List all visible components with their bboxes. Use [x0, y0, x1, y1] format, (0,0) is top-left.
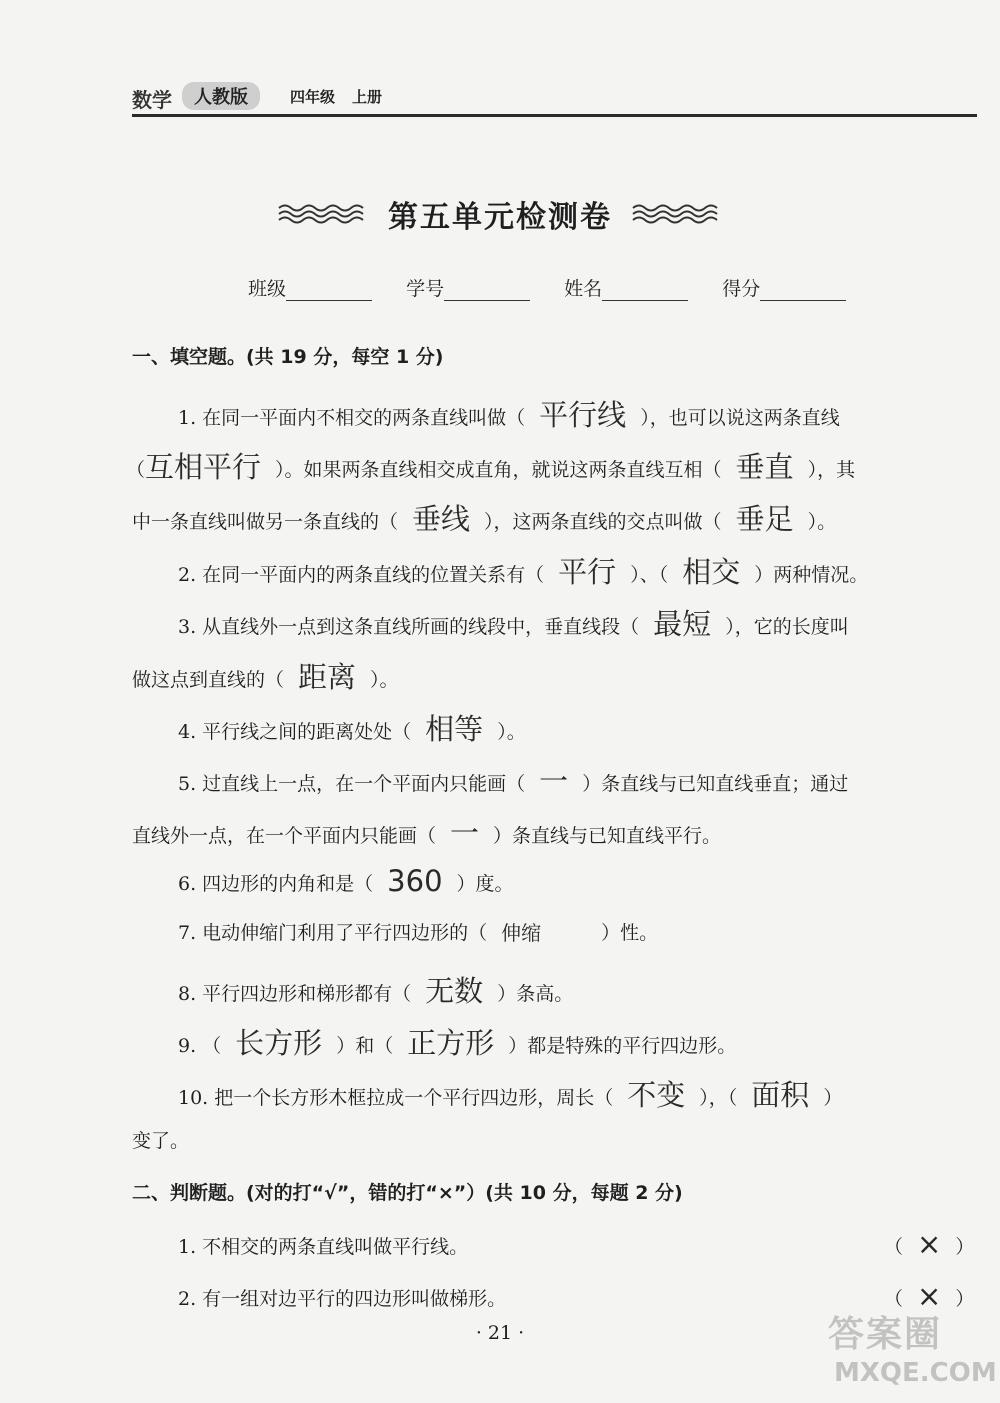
id-label: 学号	[406, 278, 445, 300]
section1-heading: 一、填空题。(共 19 分，每空 1 分)	[132, 346, 444, 368]
q1-text-g: ），这两条直线的交点叫做（	[484, 511, 722, 533]
q5-text-d: ）条直线与已知直线平行。	[493, 825, 722, 847]
header-volume: 上册	[352, 88, 383, 106]
q3-answer-2: 距离	[298, 660, 357, 694]
q5-text-b: ）条直线与已知直线垂直；通过	[582, 773, 849, 795]
score-label: 得分	[722, 278, 761, 300]
q7-text-a: 7. 电动伸缩门利用了平行四边形的（	[178, 922, 488, 944]
q1-line1	[178, 392, 840, 433]
judge-2-close: ）	[955, 1288, 975, 1310]
q1-answer-2: 互相平行	[145, 450, 262, 484]
q10-text-b: ），（	[699, 1087, 738, 1109]
judge-1-close: ）	[955, 1236, 975, 1258]
q1-answer-5: 垂足	[735, 502, 794, 536]
watermark-cn: 答案圈	[828, 1314, 943, 1355]
judge-2-open: （	[884, 1288, 904, 1310]
judge-item-1-text: 1. 不相交的两条直线叫做平行线。	[178, 1236, 469, 1258]
judge-1-open: （	[884, 1236, 904, 1258]
q5-answer-1: 一	[539, 764, 569, 798]
q2-answer-1: 平行	[558, 555, 617, 589]
q6-text-b: ）度。	[456, 873, 514, 895]
header-grade: 四年级	[290, 88, 336, 106]
header-rule	[132, 114, 977, 117]
q10-answer-1: 不变	[627, 1078, 686, 1112]
page-number: · 21 ·	[475, 1322, 525, 1344]
q1-line2	[126, 444, 855, 485]
q5-text-a: 5. 过直线上一点，在一个平面内只能画（	[178, 773, 526, 795]
q1-answer-3: 垂直	[735, 450, 794, 484]
q9-answer-2: 正方形	[407, 1026, 495, 1060]
q1-text-e: ），其	[807, 459, 856, 481]
wave-ornament-left-icon	[277, 201, 369, 227]
q3-line2	[132, 654, 399, 695]
q7-text-b: ）性。	[601, 922, 659, 944]
q3-text-b: ），它的长度叫	[725, 616, 849, 638]
q9-text-c: ）都是特殊的平行四边形。	[508, 1035, 737, 1057]
q8-text-b: ）条高。	[497, 983, 574, 1005]
q2-text-c: ）两种情况。	[754, 564, 869, 586]
q4-answer-1: 相等	[425, 712, 484, 746]
q6-answer-1: 360	[387, 864, 443, 898]
q10-text-c: ）	[823, 1087, 843, 1109]
q10-line1	[178, 1072, 842, 1113]
header-subject: 数学	[132, 88, 172, 112]
q3-answer-1: 最短	[653, 607, 712, 641]
judge-1-mark: ×	[917, 1227, 942, 1261]
q8-answer-1: 无数	[425, 974, 484, 1008]
q5-answer-2: 一	[450, 816, 480, 850]
id-blank[interactable]	[444, 282, 530, 301]
q4-text-a: 4. 平行线之间的距离处处（	[178, 721, 412, 743]
class-field	[248, 274, 372, 301]
id-field	[406, 274, 530, 301]
q1-answer-4: 垂线	[412, 502, 471, 536]
q6-line	[178, 863, 514, 897]
q8-text-a: 8. 平行四边形和梯形都有（	[178, 983, 412, 1005]
q1-answer-1: 平行线	[539, 398, 627, 432]
watermark-logo	[820, 1306, 997, 1396]
q10-answer-2: 面积	[751, 1078, 810, 1112]
judge-item-1-answer	[884, 1226, 974, 1260]
page-title: 第五单元检测卷	[388, 200, 612, 235]
q7-answer-1: 伸缩	[501, 921, 542, 945]
q2-answer-2: 相交	[682, 555, 741, 589]
q9-answer-1: 长方形	[235, 1026, 323, 1060]
q1-text-d: ）。如果两条直线相交成直角，就说这两条直线互相（	[275, 459, 722, 481]
q9-line	[178, 1020, 736, 1061]
q6-text-a: 6. 四边形的内角和是（	[178, 873, 374, 895]
q1-text-h: ）。	[807, 511, 837, 533]
class-blank[interactable]	[286, 282, 372, 301]
watermark-en: MXQE.COM	[834, 1358, 997, 1388]
q3-text-a: 3. 从直线外一点到这条直线所画的线段中，垂直线段（	[178, 616, 640, 638]
q1-line3	[132, 496, 836, 537]
class-label: 班级	[248, 278, 287, 300]
q1-text-c: （	[126, 459, 146, 481]
q3-text-d: ）。	[370, 669, 399, 691]
q2-text-a: 2. 在同一平面内的两条直线的位置关系有（	[178, 564, 545, 586]
q10-text-a: 10. 把一个长方形木框拉成一个平行四边形，周长（	[178, 1087, 614, 1109]
name-label: 姓名	[564, 278, 603, 300]
q1-text-a: 1. 在同一平面内不相交的两条直线叫做（	[178, 407, 526, 429]
q5-text-c: 直线外一点，在一个平面内只能画（	[132, 825, 437, 847]
q4-line	[178, 706, 526, 747]
q5-line1	[178, 758, 848, 799]
q9-text-a: 9. （	[178, 1035, 222, 1057]
header-edition-badge: 人教版	[182, 82, 260, 110]
name-field	[564, 274, 688, 301]
q10-line2: 变了。	[132, 1130, 190, 1152]
q7-line	[178, 916, 658, 945]
wave-ornament-right-icon	[631, 201, 723, 227]
name-blank[interactable]	[602, 282, 688, 301]
judge-item-2-text: 2. 有一组对边平行的四边形叫做梯形。	[178, 1288, 507, 1310]
section2-heading: 二、判断题。(对的打“√”，错的打“×”）(共 10 分，每题 2 分)	[132, 1182, 683, 1204]
q8-line	[178, 968, 573, 1009]
q4-text-b: ）。	[497, 721, 526, 743]
q2-line	[178, 549, 868, 590]
q5-line2	[132, 810, 721, 851]
q9-text-b: ）和（	[336, 1035, 394, 1057]
page-header	[132, 80, 977, 120]
score-blank[interactable]	[760, 282, 846, 301]
student-info-row	[248, 274, 874, 301]
q3-text-c: 做这点到直线的（	[132, 669, 285, 691]
q1-text-f: 中一条直线叫做另一条直线的（	[132, 511, 399, 533]
title-row	[0, 192, 1000, 236]
q3-line1	[178, 601, 849, 642]
q2-text-b: ）、（	[630, 564, 669, 586]
q1-text-b: ），也可以说这两条直线	[640, 407, 840, 429]
judge-2-mark: ×	[917, 1279, 942, 1313]
score-field	[722, 274, 846, 301]
